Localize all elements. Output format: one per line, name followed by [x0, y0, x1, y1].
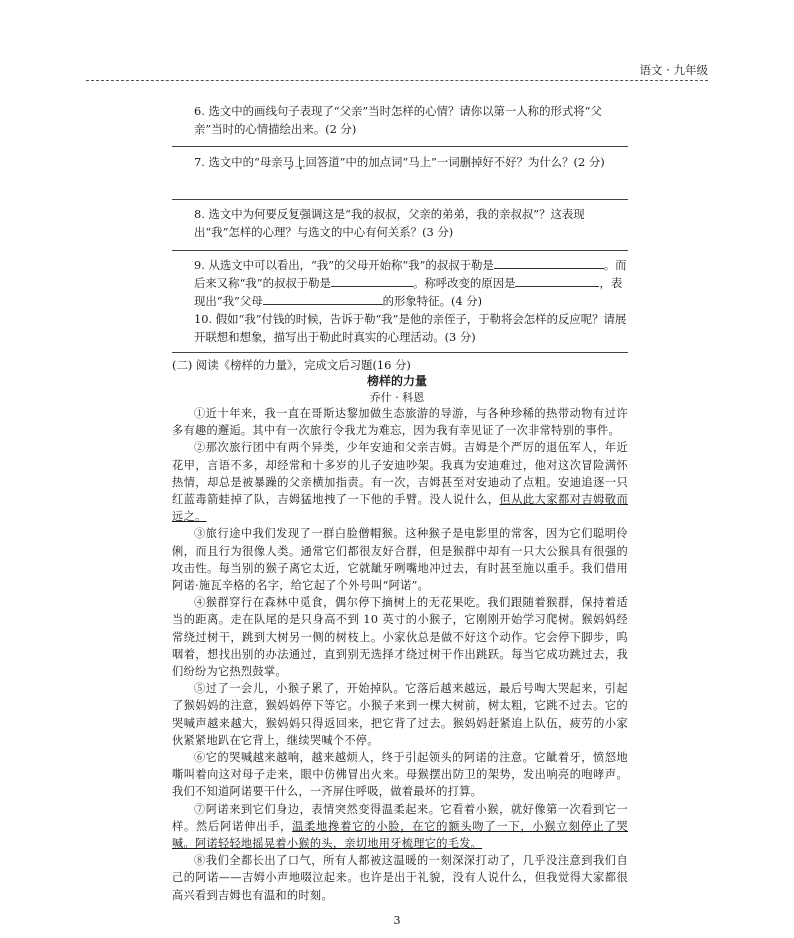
fill-blank[interactable]	[515, 274, 599, 287]
question-6-text: 6. 选文中的画线句子表现了“父亲”当时怎样的心情？请你以第一人称的形式将“父亲”当时的心情描绘出来。(2 分)	[194, 104, 602, 136]
paragraph-1: ①近十年来，我一直在哥斯达黎加做生态旅游的导游，与各种珍稀的热带动物有过许多有趣的邂逅。其中有一次旅行令我尤为难忘，因为我有幸见证了一次非常特别的事件。	[172, 407, 628, 438]
question-9-text-5: 的形象特征。(4 分)	[382, 294, 483, 308]
question-7-text-a: 7. 选文中的“母亲	[194, 155, 283, 169]
article-body	[172, 405, 628, 904]
paragraph-2-text: ②那次旅行团中有两个异类，少年安迪和父亲吉姆。吉姆是个严厉的退伍军人，年近花甲，言语不多，却经常和十多岁的儿子安迪吵架。我真为安迪难过，他对这次冒险满怀热情，却总是被暴躁的父亲横加指责。有一次，吉姆甚至对安迪动了点粗。安迪追逐一只红蓝毒箭蛙掉了队，吉姆猛地拽了一下他的手臂。没人说什么，	[172, 441, 628, 507]
underlined-sentence: 但从此大家都对吉姆敬而远之。	[172, 493, 628, 524]
question-9-text-3: 。称呼改变的原因是	[412, 276, 516, 290]
header-divider	[86, 80, 708, 81]
paragraph-8: ⑧我们全都长出了口气，所有人都被这温暖的一刻深深打动了，几乎没注意到我们自己的阿诺——吉姆小声地啜泣起来。也许是出于礼貌，没有人说什么，但我觉得大家都很高兴看到吉姆也有温和的时刻。	[172, 854, 628, 902]
article-author: 乔什 · 科恩	[369, 391, 425, 404]
question-8-text: 8. 选文中为何要反复强调这是“我的叔叔，父亲的弟弟，我的亲叔叔”？这表现出“我”怎样的心理？与选文的中心有何关系？(3 分)	[194, 207, 585, 239]
paragraph-7-text: ⑦阿诺来到它们身边，表情突然变得温柔起来。它看着小猴，就好像第一次看到它一样。然后阿诺伸出手，	[172, 802, 628, 833]
paragraph-7	[172, 801, 628, 853]
question-9	[172, 256, 628, 310]
page-header: 语文 · 九年级	[639, 63, 708, 77]
question-6	[172, 102, 628, 138]
page-number: 3	[393, 914, 401, 927]
question-10-text: 10. 假如“我”付钱的时候，告诉于勒“我”是他的亲侄子，于勒将会怎样的反应呢？请展开联想和想象，描写出于勒此时真实的心理活动。(3 分)	[194, 312, 627, 344]
paragraph-6: ⑥它的哭喊越来越响，越来越烦人，终于引起领头的阿诺的注意。它龇着牙，愤怒地嘶叫着向这对母子走来，眼中仿佛冒出火来。母猴摆出防卫的架势，发出响亮的咆哮声。我们不知道阿诺要干什么，一齐屏住呼吸，做着最坏的打算。	[172, 751, 628, 799]
fill-blank[interactable]	[331, 274, 413, 287]
paragraph-3: ③旅行途中我们发现了一群白脸僧帽猴。这种猴子是电影里的常客，因为它们聪明伶俐，而且行为很像人类。通常它们都很友好合群，但是猴群中却有一只大公猴具有很强的攻击性。每当别的猴子离它太近，它就龇牙咧嘴地冲过去，有时甚至施以重手。我们借用阿诺·施瓦辛格的名字，给它起了个外号叫“阿诺”。	[172, 527, 628, 593]
question-9-text-2: 。而后来又称“我”的叔叔于勒是	[194, 258, 627, 290]
answer-line	[172, 352, 628, 353]
answer-line	[172, 146, 628, 147]
emphasis-dot-char: 马	[282, 155, 295, 169]
underlined-sentence: 温柔地搀着它的小脸，在它的额头吻了一下，小猴立刻停止了哭喊。阿诺轻轻地摇晃着小猴的头，亲切地用牙梳理它的毛发。	[172, 819, 628, 851]
section-heading: (二) 阅读《榜样的力量》，完成文后习题(16 分)	[172, 358, 411, 372]
question-7-text-b: 回答道”中的加点词“马上”一词删掉好不好？为什么？(2 分)	[305, 155, 605, 169]
answer-line	[172, 250, 628, 251]
answer-line	[172, 199, 628, 200]
question-9-text-1: 9. 从选文中可以看出，“我”的父母开始称“我”的叔叔于勒是	[194, 258, 494, 272]
paragraph-4: ④猴群穿行在森林中觅食，偶尔停下摘树上的无花果吃。我们跟随着猴群，保持着适当的距离。走在队尾的是只身高不到 10 英寸的小猴子，它刚刚开始学习爬树。猴妈妈经常绕过树干，跳到大树另一侧的树枝上。小家伙总是做不好这个动作。它会停下脚步，呜咽着，想找出别的办法通过，直到别无选择才绕过树干作出跳跃。每当它成功跳过去，我们纷纷为它热烈鼓掌。	[172, 596, 628, 679]
question-10	[172, 310, 628, 346]
article-title: 榜样的力量	[366, 374, 427, 388]
paragraph-2	[172, 439, 628, 525]
question-9-text-4: ，表现出“我”父母	[194, 276, 623, 308]
paragraph-5: ⑤过了一会儿，小猴子累了，开始掉队。它落后越来越远，最后号啕大哭起来，引起了猴妈妈的注意，猴妈妈停下等它。小猴子来到一棵大树前，树太粗，它跳不过去。它的哭喊声越来越大，猴妈妈只得返回来，把它背了过去。猴妈妈赶紧追上队伍，疲劳的小家伙紧紧地趴在它背上，继续哭喊个不停。	[172, 682, 628, 747]
fill-blank[interactable]	[263, 292, 383, 305]
fill-blank[interactable]	[494, 256, 604, 269]
emphasis-dot-char: 上	[294, 155, 306, 169]
question-7	[172, 153, 628, 171]
question-8	[172, 205, 628, 241]
